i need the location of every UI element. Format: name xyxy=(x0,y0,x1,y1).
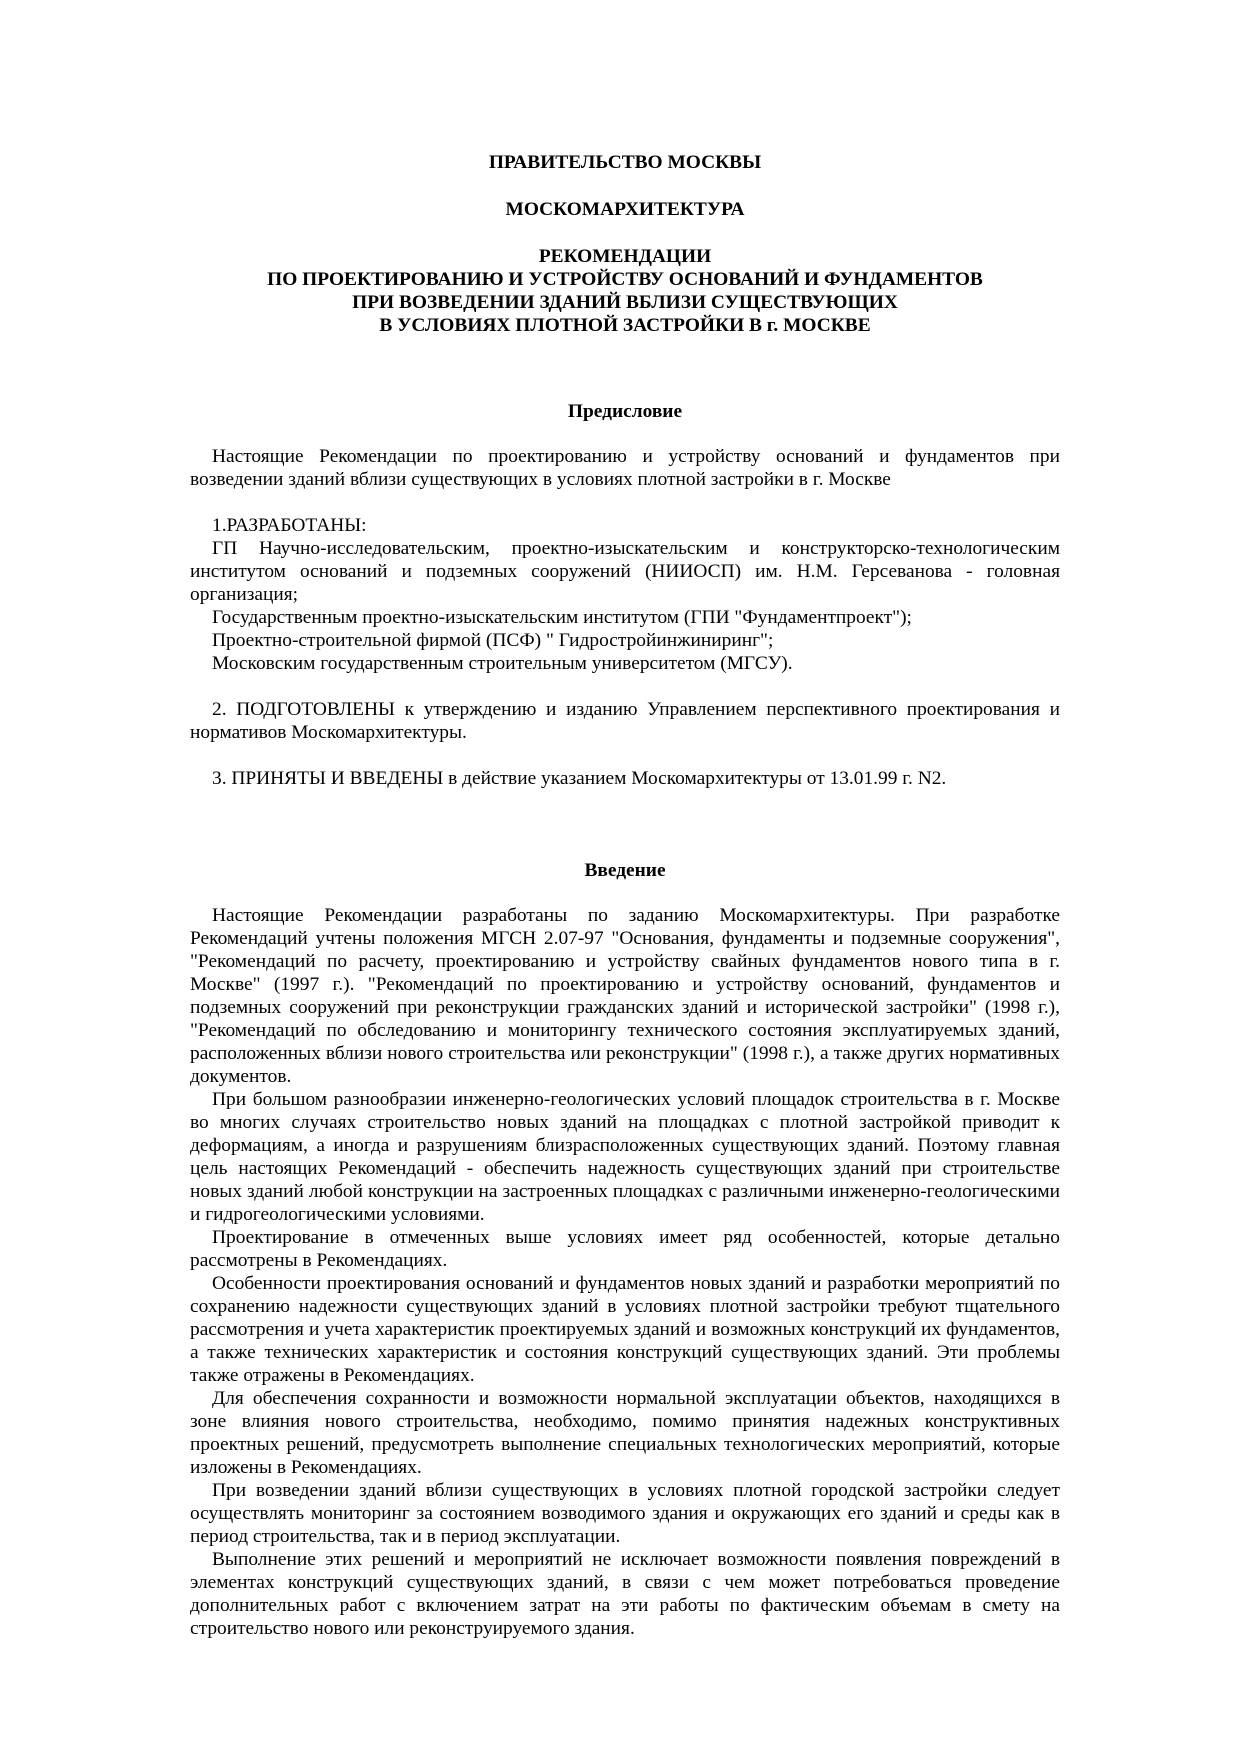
introduction-heading: Введение xyxy=(584,860,666,881)
title-line: В УСЛОВИЯХ ПЛОТНОЙ ЗАСТРОЙКИ В г. МОСКВЕ xyxy=(379,315,871,336)
agency-heading: МОСКОМАРХИТЕКТУРА xyxy=(505,199,745,220)
title-line: ПО ПРОЕКТИРОВАНИЮ И УСТРОЙСТВУ ОСНОВАНИЙ И ФУНДАМЕНТОВ xyxy=(267,269,983,290)
preface-intro: Настоящие Рекомендации по проектированию и устройству оснований и фундаментов при возведении зданий вблизи существующих в условиях плотной застройки в г. Москве xyxy=(190,446,1060,490)
developer-item: Московским государственным строительным университетом (МГСУ). xyxy=(212,653,793,674)
prepared-note: 2. ПОДГОТОВЛЕНЫ к утверждению и изданию Управлением перспективного проектирования и нормативов Москомархитектуры. xyxy=(190,699,1060,743)
intro-paragraph: Выполнение этих решений и мероприятий не исключает возможности появления повреждений в элементах конструкций существующих зданий, в связи с чем может потребоваться проведение дополнительных работ с включением затрат на эти работы по фактическим объемам в смету на строительство нового или реконструируемого здания. xyxy=(190,1549,1060,1639)
introduction-section xyxy=(190,904,1060,1640)
preface-heading: Предисловие xyxy=(567,401,683,422)
government-heading: ПРАВИТЕЛЬСТВО МОСКВЫ xyxy=(488,152,762,173)
developer-item: Проектно-строительной фирмой (ПСФ) " Гидростройинжиниринг"; xyxy=(212,630,774,651)
developed-heading: 1.РАЗРАБОТАНЫ: xyxy=(212,515,367,536)
intro-paragraph: При большом разнообразии инженерно-геологических условий площадок строительства в г. Москве во многих случаях строительство новых зданий на площадках с плотной застройкой приводит к деформациям, а иногда и разрушениям близрасположенных существующих зданий. Поэтому главная цель настоящих Рекомендаций - обеспечить надежность существующих зданий при строительстве новых зданий любой конструкции на застроенных площадках с различными инженерно-геологическими и гидрогеологическими условиями. xyxy=(190,1089,1060,1225)
intro-paragraph: При возведении зданий вблизи существующих в условиях плотной городской застройки следует осуществлять мониторинг за состоянием возводимого здания и окружающих его зданий и среды как в период строительства, так и в период эксплуатации. xyxy=(190,1480,1060,1547)
developer-item: Государственным проектно-изыскательским институтом (ГПИ "Фундаментпроект"); xyxy=(212,607,912,628)
title-line: ПРИ ВОЗВЕДЕНИИ ЗДАНИЙ ВБЛИЗИ СУЩЕСТВУЮЩИХ xyxy=(352,292,898,313)
document-page xyxy=(190,140,1060,1640)
intro-paragraph: Особенности проектирования оснований и фундаментов новых зданий и разработки мероприятий по сохранению надежности существующих зданий в условиях плотной застройки требуют тщательного рассмотрения и учета характеристик проектируемых зданий и возможных конструкций их фундаментов, а также технических характеристик и состояния конструкций существующих зданий. Эти проблемы также отражены в Рекомендациях. xyxy=(190,1273,1060,1386)
developer-item: ГП Научно-исследовательским, проектно-изыскательским и конструкторско-технологическим институтом оснований и подземных сооружений (НИИОСП) им. Н.М. Герсеванова - головная организация; xyxy=(190,538,1060,605)
adopted-note: 3. ПРИНЯТЫ И ВВЕДЕНЫ в действие указанием Москомархитектуры от 13.01.99 г. N2. xyxy=(212,768,947,789)
intro-paragraph: Настоящие Рекомендации разработаны по заданию Москомархитектуры. При разработке Рекомендаций учтены положения МГСН 2.07-97 "Основания, фундаменты и подземные сооружения", "Рекомендаций по расчету, проектированию и устройству свайных фундаментов нового типа в г. Москве" (1997 г.). "Рекомендаций по проектированию и устройству оснований, фундаментов и подземных сооружений при реконструкции гражданских зданий и исторической застройки" (1998 г.), "Рекомендаций по обследованию и мониторингу технического состояния эксплуатируемых зданий, расположенных вблизи нового строительства или реконструкции" (1998 г.), а также других нормативных документов. xyxy=(190,905,1060,1087)
preface-section xyxy=(190,445,1060,790)
document-title xyxy=(190,245,1060,337)
title-line: РЕКОМЕНДАЦИИ xyxy=(538,246,712,267)
intro-paragraph: Для обеспечения сохранности и возможности нормальной эксплуатации объектов, находящихся в зоне влияния нового строительства, необходимо, помимо принятия надежных конструктивных проектных решений, предусмотреть выполнение специальных технологических мероприятий, которые изложены в Рекомендациях. xyxy=(190,1388,1060,1478)
intro-paragraph: Проектирование в отмеченных выше условиях имеет ряд особенностей, которые детально рассмотрены в Рекомендациях. xyxy=(190,1227,1060,1271)
